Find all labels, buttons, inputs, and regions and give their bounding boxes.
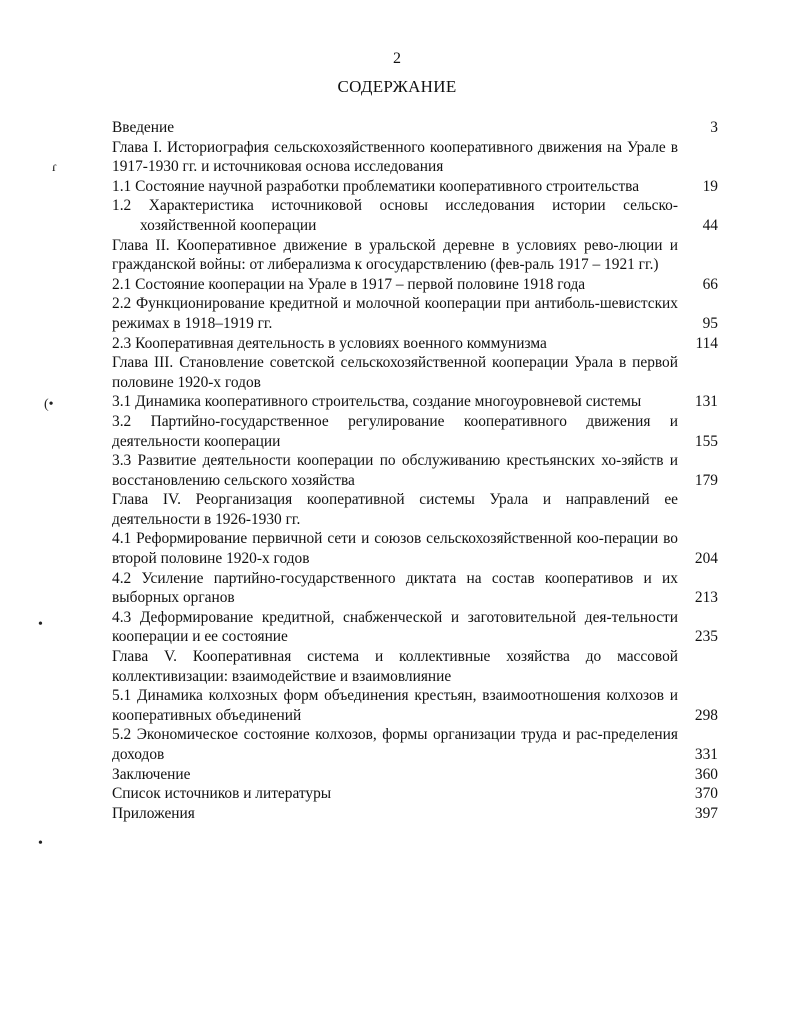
toc-entry-page: 235 (694, 628, 718, 646)
toc-entry (112, 177, 718, 197)
toc-entry (112, 138, 718, 177)
toc-entry-page: 370 (694, 785, 718, 803)
toc-entry-text: Глава III. Становление советской сельскохозяйственной кооперации Урала в первой половине 1920-х годов (112, 354, 678, 391)
table-of-contents (112, 118, 718, 823)
toc-entry-text: Введение (112, 119, 175, 136)
toc-entry (112, 686, 718, 725)
toc-entry-text: 5.2 Экономическое состояние колхозов, формы организации труда и рас-пределения доходов (112, 726, 678, 763)
toc-entry (112, 294, 718, 333)
toc-entry-text: 4.2 Усиление партийно-государственного диктата на состав кооперативов и их выборных органов (112, 569, 678, 607)
toc-entry-page: 44 (702, 216, 718, 234)
toc-entry (112, 804, 718, 824)
toc-entry-text: Глава V. Кооперативная система и коллективные хозяйства до массовой коллективизации: взаимодействие и взаимовлияние (112, 648, 678, 685)
toc-entry-text: 1.1 Состояние научной разработки проблематики кооперативного строительства (112, 177, 640, 195)
toc-entry-page: 360 (694, 765, 718, 783)
toc-entry-text: 4.1 Реформирование первичной сети и союзов сельскохозяйственной коо-перации во второй половине 1920-х годов (112, 530, 678, 568)
scan-speck-mark: • (38, 617, 43, 632)
toc-entry-page: 3 (710, 119, 718, 136)
toc-entry (112, 353, 718, 392)
toc-entry-page: 331 (694, 746, 718, 763)
toc-entry (112, 392, 718, 412)
toc-entry (112, 412, 718, 451)
toc-entry-text: 2.1 Состояние кооперации на Урале в 1917 – первой половине 1918 года (112, 275, 586, 293)
toc-entry-page: 397 (694, 804, 718, 822)
toc-entry-text: Список источников и литературы (112, 785, 332, 803)
toc-entry (112, 236, 718, 275)
toc-entry (112, 608, 718, 647)
toc-entry-page: 213 (694, 589, 718, 607)
toc-entry (112, 784, 718, 804)
scan-speck-mark: • (38, 836, 43, 851)
toc-entry (112, 275, 718, 295)
page-title: СОДЕРЖАНИЕ (337, 77, 457, 96)
toc-entry-page: 179 (694, 471, 718, 489)
toc-entry-page: 131 (694, 393, 718, 411)
toc-entry (112, 569, 718, 608)
toc-entry-page: 204 (694, 550, 718, 568)
toc-entry-text: 3.2 Партийно-государственное регулирование кооперативного движения и деятельности кооперации (112, 412, 678, 450)
toc-entry-text: 2.2 Функционирование кредитной и молочной кооперации при антиболь-шевистских режимах в 1918–1919 гг. (112, 295, 678, 332)
toc-entry-page: 114 (695, 334, 718, 352)
toc-entry (112, 765, 718, 785)
toc-entry-text: 2.3 Кооперативная деятельность в условиях военного коммунизма (112, 334, 547, 352)
toc-entry-page: 298 (694, 706, 718, 724)
toc-entry-page: 66 (702, 275, 718, 293)
toc-entry-text: Приложения (112, 804, 195, 822)
toc-entry-text: Глава I. Историография сельскохозяйственного кооперативного движения на Урале в 1917-1930 гг. и источниковая основа исследования (112, 138, 678, 176)
toc-entry (112, 196, 718, 235)
scan-speck-mark: (• (44, 397, 54, 412)
toc-entry-text: 1.2 Характеристика источниковой основы исследования истории сельско-хозяйственной кооперации (112, 197, 678, 234)
toc-entry-text: 3.3 Развитие деятельности кооперации по обслуживанию крестьянских хо-зяйств и восстановлению сельского хозяйства (112, 452, 678, 489)
toc-entry-text: Заключение (112, 765, 191, 783)
toc-entry (112, 647, 718, 686)
toc-entry-text: 4.3 Деформирование кредитной, снабженческой и заготовительной дея-тельности кооперации и ее состояние (112, 608, 678, 646)
toc-entry (112, 725, 718, 764)
toc-entry-page: 19 (702, 177, 718, 195)
toc-entry (112, 451, 718, 490)
toc-entry-text: 5.1 Динамика колхозных форм объединения крестьян, взаимоотношения колхозов и кооперативных объединений (112, 687, 678, 724)
toc-entry (112, 529, 718, 568)
toc-entry (112, 334, 718, 354)
toc-entry-text: 3.1 Динамика кооперативного строительства, создание многоуровневой системы (112, 393, 642, 411)
toc-entry (112, 118, 718, 138)
toc-entry-page: 155 (694, 432, 718, 450)
toc-entry (112, 490, 718, 529)
toc-entry-text: Глава IV. Реорганизация кооперативной системы Урала и направлений ее деятельности в 1926-1930 гг. (112, 491, 678, 528)
toc-entry-text: Глава II. Кооперативное движение в уральской деревне в условиях рево-люции и гражданской войны: от либерализма к огосударствлению (фев-раль 1917 – 1921 гг.) (112, 236, 678, 274)
toc-entry-page: 95 (702, 314, 718, 332)
scan-speck-mark: ɾ (52, 160, 57, 175)
page-number: 2 (393, 50, 401, 67)
